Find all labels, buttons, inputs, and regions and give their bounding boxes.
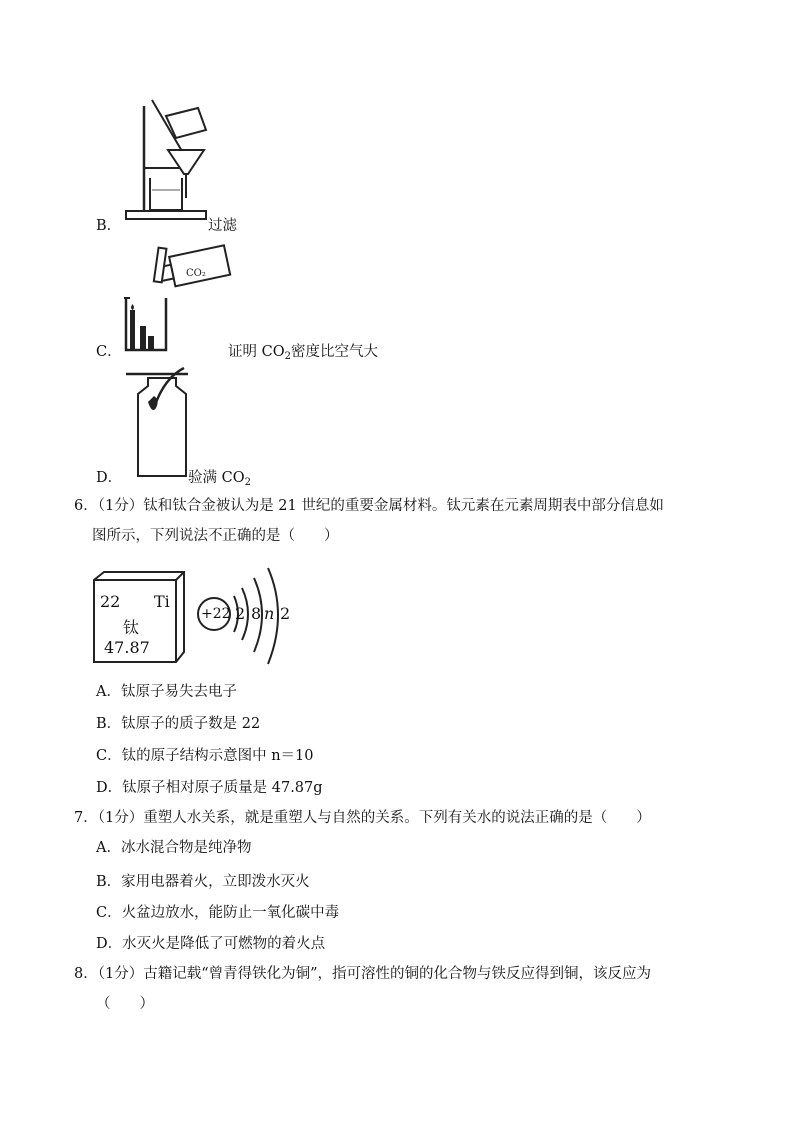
- option-b[interactable]: B．家用电器着火，立即泼水灭火: [96, 874, 310, 890]
- element-name: 钛: [123, 618, 140, 637]
- option-c[interactable]: C．火盆边放水，能防止一氧化碳中毒: [96, 905, 340, 921]
- atom-shell-1: 2: [235, 604, 246, 623]
- bottle-label: CO₂: [186, 268, 206, 279]
- option-letter: B．: [96, 218, 122, 234]
- option-letter: C．: [96, 344, 122, 360]
- atom-shell-3: n: [264, 604, 275, 623]
- option-c[interactable]: C．钛的原子结构示意图中 n＝10: [96, 748, 314, 764]
- option-caption: 证明 $CO_2$密度比空气大: [228, 344, 378, 362]
- atom-shell-4: 2: [280, 604, 291, 623]
- element-mass: 47.87: [104, 638, 150, 657]
- option-a[interactable]: A．钛原子易失去电子: [96, 684, 237, 700]
- element-symbol: Ti: [154, 592, 170, 611]
- option-a[interactable]: A．冰水混合物是纯净物: [96, 840, 252, 856]
- option-caption: 过滤: [208, 218, 237, 234]
- question-stem: 7．（1分）重塑人水关系，就是重塑人与自然的关系。下列有关水的说法正确的是（ ）: [74, 810, 651, 826]
- question-stem: 图所示，下列说法不正确的是（ ）: [92, 528, 339, 544]
- question-stem: 6．（1分）钛和钛合金被认为是 21 世纪的重要金属材料。钛元素在元素周期表中部分信息如: [74, 498, 664, 514]
- option-letter: D．: [96, 470, 123, 486]
- question-stem: （ ）: [96, 996, 154, 1012]
- option-d[interactable]: D．水灭火是降低了可燃物的着火点: [96, 936, 326, 952]
- option-b[interactable]: B．钛原子的质子数是 22: [96, 716, 261, 732]
- co2-pouring-figure: [124, 246, 234, 356]
- option-caption: 验满 $CO_2$: [188, 470, 251, 488]
- question-stem: 8．（1分）古籍记载“曾青得铁化为铜”，指可溶性的铜的化合物与铁反应得到铜，该反应为: [74, 966, 652, 982]
- atom-nucleus: +22: [201, 606, 231, 622]
- filtration-apparatus-figure: [124, 98, 214, 228]
- option-d[interactable]: D．钛原子相对原子质量是 47.87g: [96, 780, 323, 796]
- atom-shell-2: 8: [251, 604, 262, 623]
- co2-full-test-figure: [124, 368, 194, 480]
- element-number: 22: [100, 592, 121, 611]
